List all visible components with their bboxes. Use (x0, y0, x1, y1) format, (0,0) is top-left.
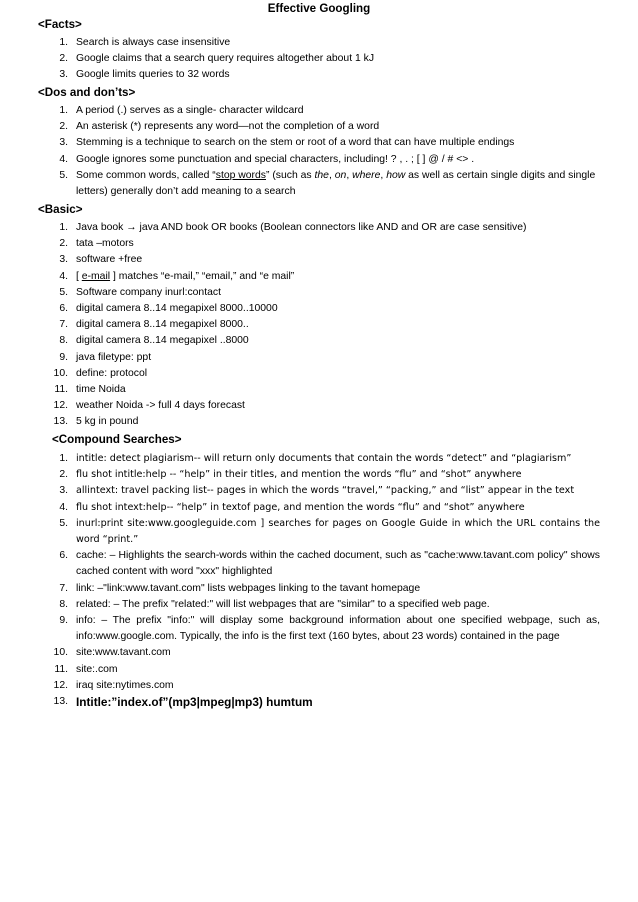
list-item: 5. Some common words, called “stop words” (such as the, on, where, how as well as certain single digits and single letters) generally don’t add meaning to a search (59, 169, 596, 198)
list-item: 9. java filetype: ppt (59, 351, 152, 363)
dos-heading: <Dos and don’ts> (38, 86, 136, 99)
list-item: 6. digital camera 8..14 megapixel 8000..10000 (59, 303, 278, 315)
stop-words-link[interactable]: stop words (215, 169, 266, 181)
list-item: 2. Google claims that a search query requires altogether about 1 kJ (59, 53, 375, 65)
list-item: 13. Intitle:”index.of”(mp3|mpeg|mp3) humtum (53, 695, 313, 710)
page-title: Effective Googling (267, 2, 371, 15)
list-item: 4. Google ignores some punctuation and special characters, including! ? , . ; [ ] @ / # <> . (59, 153, 475, 165)
list-item: 1. intitle: detect plagiarism-- will return only documents that contain the words “detect” and “plagiarism” (59, 453, 572, 464)
list-item: 5. Software company inurl:contact (59, 286, 221, 298)
facts-list (38, 35, 598, 84)
list-item: 8. digital camera 8..14 megapixel ..8000 (59, 335, 249, 347)
list-item: 7. digital camera 8..14 megapixel 8000.. (59, 319, 249, 331)
list-item: 6. cache: – Highlights the search-words within the cached document, such as "cache:www.tavant.com policy" shows cached content with word "xxx" highlighted (59, 550, 600, 578)
list-item: 4. flu shot intext:help-- “help” in textof page, and mention the words “flu” and “shot” anywhere (59, 501, 525, 513)
email-link[interactable]: e-mail (81, 270, 111, 282)
list-item: 3. allintext: travel packing list-- pages in which the words “travel,” “packing,” and “list” appear in the text (59, 485, 575, 497)
compound-list (38, 451, 600, 712)
list-item: 1. A period (.) serves as a single- character wildcard (59, 105, 304, 116)
list-item: 11. time Noida (54, 384, 126, 396)
dos-list (38, 103, 598, 200)
list-item: 10. define: protocol (53, 367, 148, 379)
list-item: 2. An asterisk (*) represents any word—not the completion of a word (59, 121, 380, 133)
list-item: 5. inurl:print site:www.googleguide.com ] searches for pages on Google Guide in which the URL contains the word “print.” (59, 517, 600, 546)
compound-heading: <Compound Searches> (52, 433, 182, 446)
list-item: 9. info: – The prefix "info:" will display some background information about one specified webpage, such as, info:www.google.com. Typically, the info is the first text (160 bytes, about 23 words) contained in the page (59, 615, 600, 643)
list-item: 11. site:.com (54, 663, 118, 675)
list-item: 3. Google limits queries to 32 words (59, 69, 230, 81)
list-item: 1. Java book → java AND book OR books (Boolean connectors like AND and OR are case sensitive) (59, 222, 527, 233)
facts-heading: <Facts> (38, 18, 82, 31)
list-item: 2. tata –motors (59, 238, 134, 250)
list-item: 12. iraq site:nytimes.com (53, 679, 174, 691)
list-item: 12. weather Noida -> full 4 days forecast (53, 400, 245, 412)
list-item: 2. flu shot intitle:help -- “help” in their titles, and mention the words “flu” and “shot” anywhere (59, 469, 522, 481)
basic-list (38, 220, 598, 431)
list-item: 13. 5 kg in pound (53, 416, 139, 428)
list-item: 7. link: –"link:www.tavant.com" lists webpages linking to the tavant homepage (59, 582, 421, 594)
list-item: 4. [ e-mail ] matches “e-mail,” “email,” and “e mail” (59, 270, 295, 282)
list-item: 1. Search is always case insensitive (59, 37, 231, 48)
list-item: 3. Stemming is a technique to search on the stem or root of a word that can have multiple endings (59, 137, 515, 149)
list-item: 3. software +free (59, 254, 143, 266)
list-item: 8. related: – The prefix "related:" will list webpages that are "similar" to a specified web page. (59, 598, 490, 610)
list-item: 10. site:www.tavant.com (53, 647, 171, 659)
basic-heading: <Basic> (38, 203, 83, 216)
